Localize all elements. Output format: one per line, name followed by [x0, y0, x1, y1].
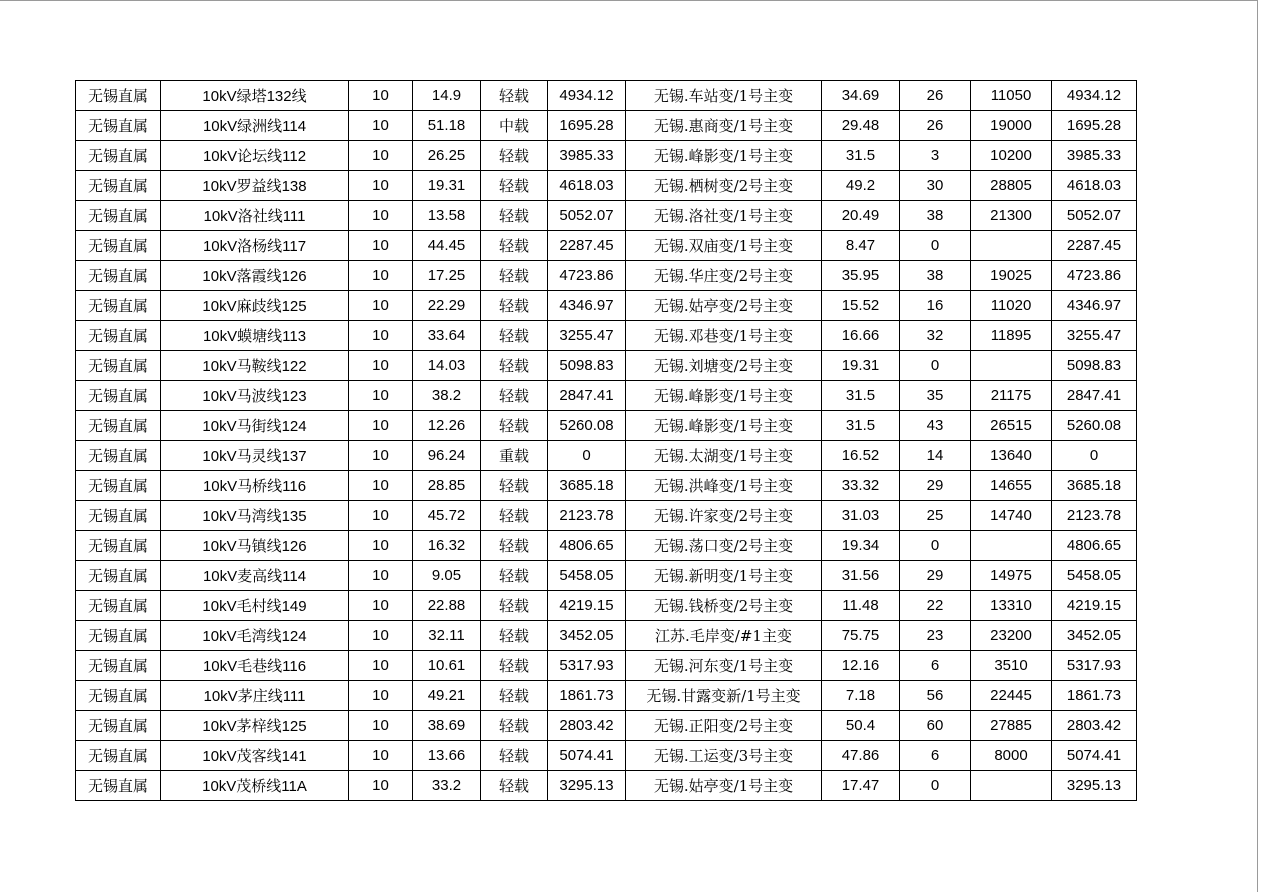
capacity-cell [971, 771, 1052, 801]
feeder-name-cell: 10kV茅梓线125 [161, 711, 349, 741]
count-cell: 22 [900, 591, 971, 621]
feeder-name-cell: 10kV洛杨线117 [161, 231, 349, 261]
load-status-cell: 轻载 [481, 471, 548, 501]
feeder-name-cell: 10kV论坛线112 [161, 141, 349, 171]
company-cell: 无锡直属 [76, 711, 161, 741]
transformer-load-cell: 7.18 [822, 681, 900, 711]
capacity-cell: 22445 [971, 681, 1052, 711]
available-capacity-cell: 2847.41 [548, 381, 626, 411]
remaining-capacity-cell: 3295.13 [1052, 771, 1137, 801]
feeder-name-cell: 10kV马街线124 [161, 411, 349, 441]
transformer-cell: 无锡.洛社变/1号主变 [626, 201, 822, 231]
voltage-cell: 10 [349, 531, 413, 561]
available-capacity-cell: 3295.13 [548, 771, 626, 801]
company-cell: 无锡直属 [76, 531, 161, 561]
remaining-capacity-cell: 4618.03 [1052, 171, 1137, 201]
available-capacity-cell: 4723.86 [548, 261, 626, 291]
table-row [76, 771, 1137, 801]
load-status-cell: 轻载 [481, 531, 548, 561]
remaining-capacity-cell: 5317.93 [1052, 651, 1137, 681]
transformer-load-cell: 17.47 [822, 771, 900, 801]
capacity-cell [971, 531, 1052, 561]
table-row [76, 711, 1137, 741]
transformer-cell: 无锡.惠商变/1号主变 [626, 111, 822, 141]
transformer-load-cell: 75.75 [822, 621, 900, 651]
available-capacity-cell: 4618.03 [548, 171, 626, 201]
transformer-load-cell: 16.52 [822, 441, 900, 471]
remaining-capacity-cell: 5260.08 [1052, 411, 1137, 441]
voltage-cell: 10 [349, 351, 413, 381]
table-row [76, 561, 1137, 591]
voltage-cell: 10 [349, 321, 413, 351]
count-cell: 6 [900, 651, 971, 681]
count-cell: 26 [900, 81, 971, 111]
capacity-cell [971, 231, 1052, 261]
transformer-cell: 无锡.峰影变/1号主变 [626, 411, 822, 441]
table-row [76, 501, 1137, 531]
feeder-name-cell: 10kV绿塔132线 [161, 81, 349, 111]
feeder-name-cell: 10kV茅庄线111 [161, 681, 349, 711]
load-status-cell: 轻载 [481, 231, 548, 261]
load-status-cell: 轻载 [481, 561, 548, 591]
count-cell: 56 [900, 681, 971, 711]
load-rate-cell: 10.61 [413, 651, 481, 681]
load-rate-cell: 16.32 [413, 531, 481, 561]
transformer-load-cell: 34.69 [822, 81, 900, 111]
capacity-cell: 23200 [971, 621, 1052, 651]
load-rate-cell: 38.2 [413, 381, 481, 411]
voltage-cell: 10 [349, 231, 413, 261]
remaining-capacity-cell: 4934.12 [1052, 81, 1137, 111]
count-cell: 32 [900, 321, 971, 351]
transformer-load-cell: 11.48 [822, 591, 900, 621]
capacity-cell: 10200 [971, 141, 1052, 171]
load-rate-cell: 14.03 [413, 351, 481, 381]
transformer-load-cell: 31.5 [822, 381, 900, 411]
count-cell: 0 [900, 231, 971, 261]
table-row [76, 321, 1137, 351]
table-row [76, 651, 1137, 681]
transformer-cell: 无锡.荡口变/2号主变 [626, 531, 822, 561]
table-row [76, 171, 1137, 201]
voltage-cell: 10 [349, 651, 413, 681]
company-cell: 无锡直属 [76, 591, 161, 621]
available-capacity-cell: 1861.73 [548, 681, 626, 711]
transformer-load-cell: 31.5 [822, 411, 900, 441]
count-cell: 38 [900, 261, 971, 291]
capacity-cell: 14740 [971, 501, 1052, 531]
remaining-capacity-cell: 2847.41 [1052, 381, 1137, 411]
transformer-cell: 江苏.毛岸变/#1主变 [626, 621, 822, 651]
feeder-name-cell: 10kV洛社线111 [161, 201, 349, 231]
company-cell: 无锡直属 [76, 771, 161, 801]
available-capacity-cell: 3452.05 [548, 621, 626, 651]
remaining-capacity-cell: 3685.18 [1052, 471, 1137, 501]
voltage-cell: 10 [349, 501, 413, 531]
remaining-capacity-cell: 4723.86 [1052, 261, 1137, 291]
load-rate-cell: 28.85 [413, 471, 481, 501]
feeder-load-table [75, 80, 1137, 801]
table-row [76, 531, 1137, 561]
company-cell: 无锡直属 [76, 561, 161, 591]
available-capacity-cell: 4806.65 [548, 531, 626, 561]
available-capacity-cell: 3985.33 [548, 141, 626, 171]
available-capacity-cell: 5052.07 [548, 201, 626, 231]
remaining-capacity-cell: 2803.42 [1052, 711, 1137, 741]
remaining-capacity-cell: 5052.07 [1052, 201, 1137, 231]
feeder-name-cell: 10kV毛巷线116 [161, 651, 349, 681]
available-capacity-cell: 1695.28 [548, 111, 626, 141]
table-row [76, 681, 1137, 711]
load-rate-cell: 49.21 [413, 681, 481, 711]
company-cell: 无锡直属 [76, 261, 161, 291]
remaining-capacity-cell: 2287.45 [1052, 231, 1137, 261]
voltage-cell: 10 [349, 471, 413, 501]
transformer-load-cell: 35.95 [822, 261, 900, 291]
feeder-name-cell: 10kV马波线123 [161, 381, 349, 411]
load-status-cell: 轻载 [481, 411, 548, 441]
transformer-cell: 无锡.钱桥变/2号主变 [626, 591, 822, 621]
count-cell: 25 [900, 501, 971, 531]
capacity-cell: 14975 [971, 561, 1052, 591]
remaining-capacity-cell: 2123.78 [1052, 501, 1137, 531]
voltage-cell: 10 [349, 621, 413, 651]
transformer-load-cell: 47.86 [822, 741, 900, 771]
transformer-load-cell: 16.66 [822, 321, 900, 351]
count-cell: 29 [900, 471, 971, 501]
capacity-cell: 19000 [971, 111, 1052, 141]
count-cell: 6 [900, 741, 971, 771]
transformer-cell: 无锡.许家变/2号主变 [626, 501, 822, 531]
voltage-cell: 10 [349, 741, 413, 771]
transformer-cell: 无锡.姑亭变/1号主变 [626, 771, 822, 801]
count-cell: 38 [900, 201, 971, 231]
feeder-name-cell: 10kV马镇线126 [161, 531, 349, 561]
transformer-load-cell: 15.52 [822, 291, 900, 321]
transformer-load-cell: 19.31 [822, 351, 900, 381]
remaining-capacity-cell: 5458.05 [1052, 561, 1137, 591]
capacity-cell: 14655 [971, 471, 1052, 501]
transformer-cell: 无锡.峰影变/1号主变 [626, 141, 822, 171]
voltage-cell: 10 [349, 711, 413, 741]
load-rate-cell: 19.31 [413, 171, 481, 201]
company-cell: 无锡直属 [76, 291, 161, 321]
voltage-cell: 10 [349, 291, 413, 321]
voltage-cell: 10 [349, 771, 413, 801]
load-status-cell: 轻载 [481, 291, 548, 321]
feeder-name-cell: 10kV绿洲线114 [161, 111, 349, 141]
transformer-load-cell: 50.4 [822, 711, 900, 741]
available-capacity-cell: 2287.45 [548, 231, 626, 261]
transformer-cell: 无锡.峰影变/1号主变 [626, 381, 822, 411]
capacity-cell [971, 351, 1052, 381]
feeder-name-cell: 10kV马桥线116 [161, 471, 349, 501]
voltage-cell: 10 [349, 381, 413, 411]
load-rate-cell: 22.88 [413, 591, 481, 621]
company-cell: 无锡直属 [76, 81, 161, 111]
load-rate-cell: 33.2 [413, 771, 481, 801]
company-cell: 无锡直属 [76, 351, 161, 381]
company-cell: 无锡直属 [76, 501, 161, 531]
transformer-cell: 无锡.华庄变/2号主变 [626, 261, 822, 291]
transformer-cell: 无锡.姑亭变/2号主变 [626, 291, 822, 321]
count-cell: 3 [900, 141, 971, 171]
transformer-load-cell: 8.47 [822, 231, 900, 261]
load-status-cell: 轻载 [481, 621, 548, 651]
remaining-capacity-cell: 5074.41 [1052, 741, 1137, 771]
load-status-cell: 轻载 [481, 681, 548, 711]
transformer-cell: 无锡.河东变/1号主变 [626, 651, 822, 681]
voltage-cell: 10 [349, 201, 413, 231]
remaining-capacity-cell: 3985.33 [1052, 141, 1137, 171]
capacity-cell: 26515 [971, 411, 1052, 441]
transformer-load-cell: 19.34 [822, 531, 900, 561]
feeder-name-cell: 10kV麦高线114 [161, 561, 349, 591]
load-rate-cell: 38.69 [413, 711, 481, 741]
available-capacity-cell: 4219.15 [548, 591, 626, 621]
transformer-load-cell: 31.03 [822, 501, 900, 531]
count-cell: 60 [900, 711, 971, 741]
feeder-name-cell: 10kV蟆塘线113 [161, 321, 349, 351]
company-cell: 无锡直属 [76, 621, 161, 651]
available-capacity-cell: 5317.93 [548, 651, 626, 681]
company-cell: 无锡直属 [76, 381, 161, 411]
voltage-cell: 10 [349, 111, 413, 141]
load-rate-cell: 14.9 [413, 81, 481, 111]
table-row [76, 81, 1137, 111]
transformer-cell: 无锡.刘塘变/2号主变 [626, 351, 822, 381]
available-capacity-cell: 5098.83 [548, 351, 626, 381]
available-capacity-cell: 4346.97 [548, 291, 626, 321]
load-status-cell: 轻载 [481, 201, 548, 231]
load-rate-cell: 9.05 [413, 561, 481, 591]
transformer-load-cell: 33.32 [822, 471, 900, 501]
company-cell: 无锡直属 [76, 201, 161, 231]
table-row [76, 441, 1137, 471]
remaining-capacity-cell: 4346.97 [1052, 291, 1137, 321]
feeder-name-cell: 10kV毛湾线124 [161, 621, 349, 651]
available-capacity-cell: 0 [548, 441, 626, 471]
capacity-cell: 3510 [971, 651, 1052, 681]
available-capacity-cell: 5074.41 [548, 741, 626, 771]
transformer-cell: 无锡.洪峰变/1号主变 [626, 471, 822, 501]
load-rate-cell: 12.26 [413, 411, 481, 441]
remaining-capacity-cell: 0 [1052, 441, 1137, 471]
transformer-cell: 无锡.新明变/1号主变 [626, 561, 822, 591]
capacity-cell: 19025 [971, 261, 1052, 291]
capacity-cell: 13310 [971, 591, 1052, 621]
company-cell: 无锡直属 [76, 471, 161, 501]
available-capacity-cell: 3255.47 [548, 321, 626, 351]
company-cell: 无锡直属 [76, 441, 161, 471]
table-row [76, 261, 1137, 291]
feeder-name-cell: 10kV茂桥线11A [161, 771, 349, 801]
load-status-cell: 轻载 [481, 321, 548, 351]
load-status-cell: 轻载 [481, 741, 548, 771]
transformer-load-cell: 31.56 [822, 561, 900, 591]
table-row [76, 291, 1137, 321]
load-rate-cell: 33.64 [413, 321, 481, 351]
remaining-capacity-cell: 5098.83 [1052, 351, 1137, 381]
capacity-cell: 11020 [971, 291, 1052, 321]
transformer-load-cell: 12.16 [822, 651, 900, 681]
remaining-capacity-cell: 1695.28 [1052, 111, 1137, 141]
load-status-cell: 轻载 [481, 81, 548, 111]
load-rate-cell: 44.45 [413, 231, 481, 261]
transformer-cell: 无锡.栖树变/2号主变 [626, 171, 822, 201]
company-cell: 无锡直属 [76, 171, 161, 201]
count-cell: 43 [900, 411, 971, 441]
transformer-cell: 无锡.正阳变/2号主变 [626, 711, 822, 741]
transformer-cell: 无锡.甘露变新/1号主变 [626, 681, 822, 711]
company-cell: 无锡直属 [76, 231, 161, 261]
transformer-cell: 无锡.邓巷变/1号主变 [626, 321, 822, 351]
count-cell: 35 [900, 381, 971, 411]
voltage-cell: 10 [349, 681, 413, 711]
table-row [76, 381, 1137, 411]
load-status-cell: 轻载 [481, 651, 548, 681]
capacity-cell: 27885 [971, 711, 1052, 741]
feeder-name-cell: 10kV毛村线149 [161, 591, 349, 621]
table-row [76, 411, 1137, 441]
feeder-name-cell: 10kV落霞线126 [161, 261, 349, 291]
load-status-cell: 轻载 [481, 591, 548, 621]
load-status-cell: 轻载 [481, 711, 548, 741]
count-cell: 0 [900, 531, 971, 561]
company-cell: 无锡直属 [76, 321, 161, 351]
capacity-cell: 21300 [971, 201, 1052, 231]
table-row [76, 201, 1137, 231]
count-cell: 23 [900, 621, 971, 651]
voltage-cell: 10 [349, 261, 413, 291]
transformer-cell: 无锡.双庙变/1号主变 [626, 231, 822, 261]
remaining-capacity-cell: 3255.47 [1052, 321, 1137, 351]
load-status-cell: 轻载 [481, 351, 548, 381]
load-status-cell: 轻载 [481, 261, 548, 291]
load-rate-cell: 32.11 [413, 621, 481, 651]
table-row [76, 141, 1137, 171]
table-row [76, 351, 1137, 381]
table-row [76, 741, 1137, 771]
voltage-cell: 10 [349, 591, 413, 621]
load-status-cell: 轻载 [481, 141, 548, 171]
available-capacity-cell: 3685.18 [548, 471, 626, 501]
load-status-cell: 轻载 [481, 381, 548, 411]
company-cell: 无锡直属 [76, 111, 161, 141]
load-rate-cell: 13.58 [413, 201, 481, 231]
remaining-capacity-cell: 3452.05 [1052, 621, 1137, 651]
table-row [76, 111, 1137, 141]
voltage-cell: 10 [349, 81, 413, 111]
voltage-cell: 10 [349, 411, 413, 441]
count-cell: 16 [900, 291, 971, 321]
capacity-cell: 11050 [971, 81, 1052, 111]
feeder-name-cell: 10kV麻歧线125 [161, 291, 349, 321]
remaining-capacity-cell: 1861.73 [1052, 681, 1137, 711]
count-cell: 30 [900, 171, 971, 201]
company-cell: 无锡直属 [76, 141, 161, 171]
transformer-cell: 无锡.太湖变/1号主变 [626, 441, 822, 471]
voltage-cell: 10 [349, 561, 413, 591]
available-capacity-cell: 5260.08 [548, 411, 626, 441]
transformer-load-cell: 31.5 [822, 141, 900, 171]
count-cell: 0 [900, 351, 971, 381]
remaining-capacity-cell: 4806.65 [1052, 531, 1137, 561]
feeder-name-cell: 10kV茂客线141 [161, 741, 349, 771]
voltage-cell: 10 [349, 441, 413, 471]
voltage-cell: 10 [349, 171, 413, 201]
transformer-load-cell: 49.2 [822, 171, 900, 201]
load-rate-cell: 22.29 [413, 291, 481, 321]
feeder-name-cell: 10kV马鞍线122 [161, 351, 349, 381]
transformer-cell: 无锡.车站变/1号主变 [626, 81, 822, 111]
table-row [76, 231, 1137, 261]
capacity-cell: 8000 [971, 741, 1052, 771]
feeder-name-cell: 10kV马灵线137 [161, 441, 349, 471]
transformer-cell: 无锡.工运变/3号主变 [626, 741, 822, 771]
count-cell: 0 [900, 771, 971, 801]
available-capacity-cell: 2803.42 [548, 711, 626, 741]
load-status-cell: 中载 [481, 111, 548, 141]
capacity-cell: 11895 [971, 321, 1052, 351]
load-rate-cell: 96.24 [413, 441, 481, 471]
capacity-cell: 21175 [971, 381, 1052, 411]
load-status-cell: 轻载 [481, 171, 548, 201]
capacity-cell: 13640 [971, 441, 1052, 471]
company-cell: 无锡直属 [76, 411, 161, 441]
available-capacity-cell: 2123.78 [548, 501, 626, 531]
count-cell: 14 [900, 441, 971, 471]
load-status-cell: 轻载 [481, 771, 548, 801]
load-rate-cell: 13.66 [413, 741, 481, 771]
count-cell: 26 [900, 111, 971, 141]
remaining-capacity-cell: 4219.15 [1052, 591, 1137, 621]
table-row [76, 621, 1137, 651]
transformer-load-cell: 20.49 [822, 201, 900, 231]
available-capacity-cell: 5458.05 [548, 561, 626, 591]
available-capacity-cell: 4934.12 [548, 81, 626, 111]
company-cell: 无锡直属 [76, 681, 161, 711]
load-rate-cell: 17.25 [413, 261, 481, 291]
load-status-cell: 重载 [481, 441, 548, 471]
feeder-name-cell: 10kV罗益线138 [161, 171, 349, 201]
load-status-cell: 轻载 [481, 501, 548, 531]
table-row [76, 471, 1137, 501]
transformer-load-cell: 29.48 [822, 111, 900, 141]
company-cell: 无锡直属 [76, 741, 161, 771]
feeder-name-cell: 10kV马湾线135 [161, 501, 349, 531]
voltage-cell: 10 [349, 141, 413, 171]
company-cell: 无锡直属 [76, 651, 161, 681]
load-rate-cell: 45.72 [413, 501, 481, 531]
table-row [76, 591, 1137, 621]
load-rate-cell: 51.18 [413, 111, 481, 141]
load-rate-cell: 26.25 [413, 141, 481, 171]
capacity-cell: 28805 [971, 171, 1052, 201]
count-cell: 29 [900, 561, 971, 591]
